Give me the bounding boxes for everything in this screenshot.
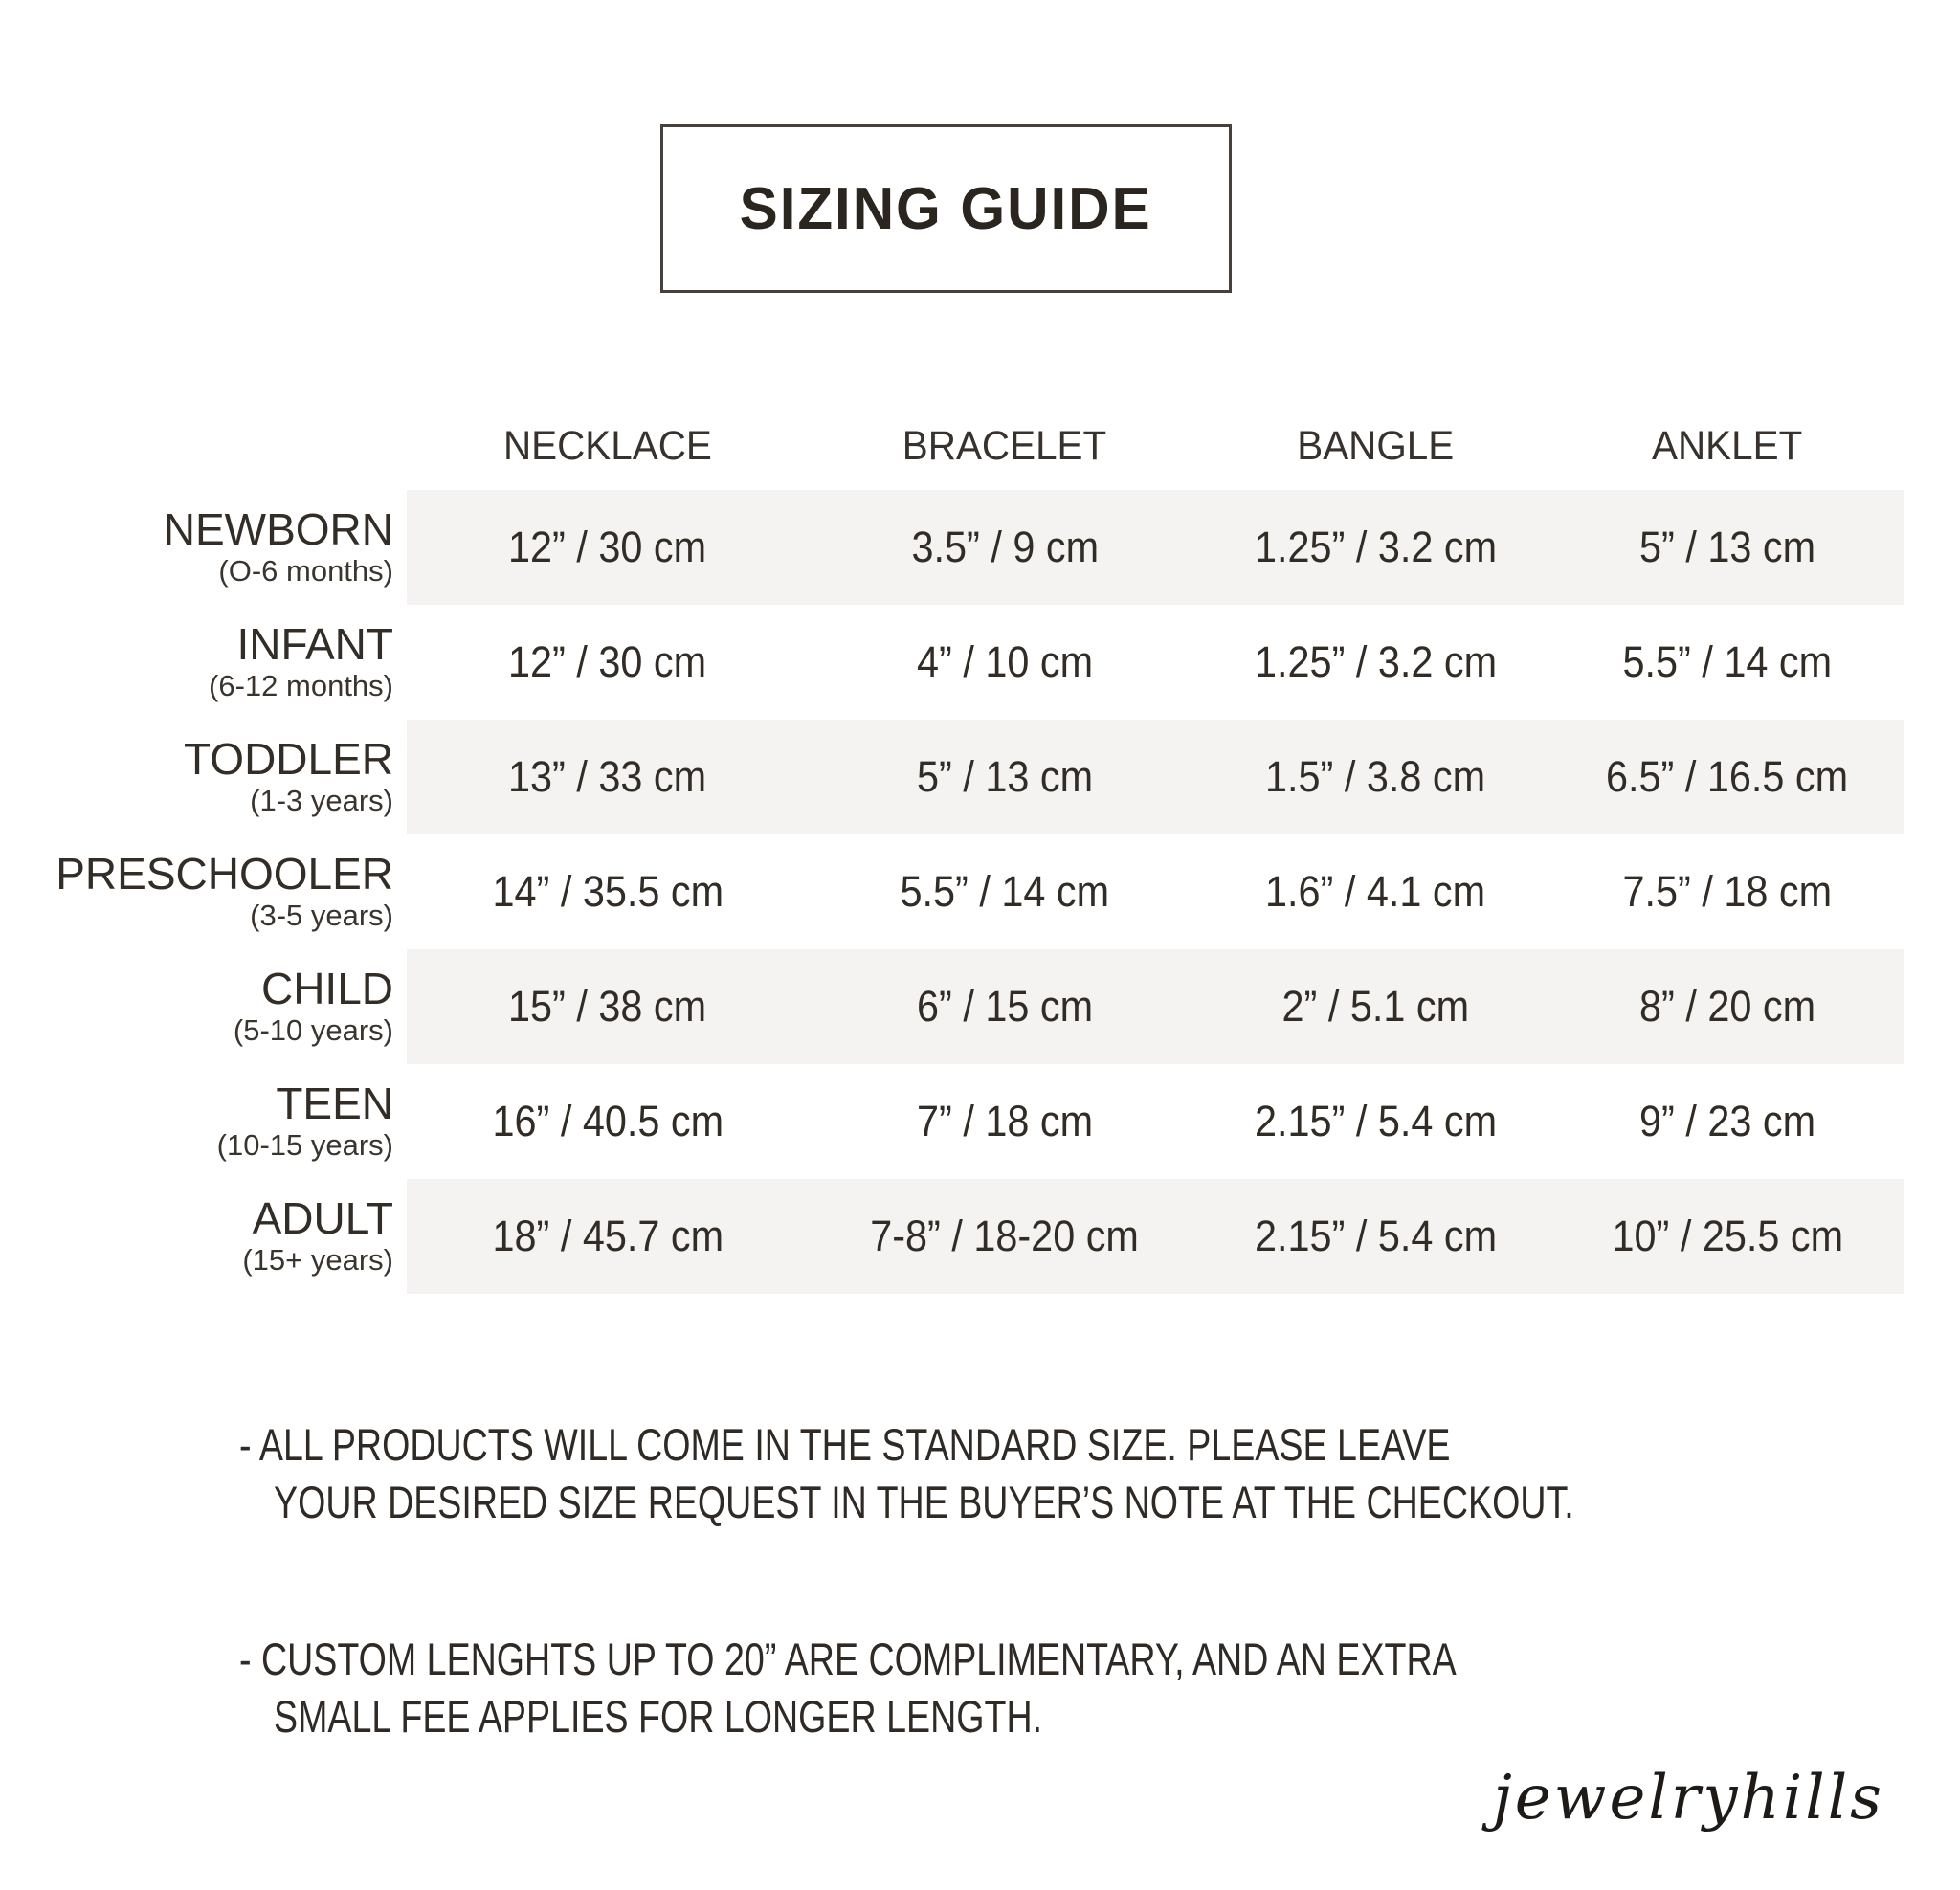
row-sublabel: (5-10 years) (233, 1013, 393, 1048)
cell-anklet (1550, 1179, 1904, 1294)
cell-value: 3.5” / 9 cm (911, 523, 1099, 571)
cell-value: 16” / 40.5 cm (492, 1097, 724, 1145)
row-label: PRESCHOOLER (56, 849, 393, 900)
cell-value: 6” / 15 cm (916, 982, 1094, 1031)
table-row-newborn (0, 490, 1904, 605)
cell-value: 2” / 5.1 cm (1281, 982, 1470, 1031)
row-header (0, 1179, 407, 1294)
table-row-infant (0, 605, 1904, 720)
cell-value: 1.25” / 3.2 cm (1254, 637, 1498, 686)
cell-anklet (1550, 834, 1904, 949)
cell-value: 5” / 13 cm (916, 752, 1094, 801)
cell-value: 12” / 30 cm (508, 637, 707, 686)
cell-value: 9” / 23 cm (1638, 1097, 1816, 1145)
table-row-preschooler (0, 834, 1904, 949)
cell-necklace (407, 1179, 809, 1294)
row-label: INFANT (236, 619, 393, 670)
row-values (407, 490, 1904, 605)
cell-value: 5.5” / 14 cm (900, 867, 1110, 916)
row-sublabel: (6-12 months) (209, 669, 393, 703)
row-sublabel: (15+ years) (242, 1243, 393, 1278)
row-header (0, 1064, 407, 1179)
cell-bangle (1201, 720, 1550, 834)
cell-bangle (1201, 1064, 1550, 1179)
cell-bangle (1201, 1179, 1550, 1294)
cell-value: 12” / 30 cm (508, 523, 707, 571)
column-header-label: BANGLE (1297, 422, 1455, 469)
cell-bracelet (809, 490, 1201, 605)
row-values (407, 949, 1904, 1064)
cell-bangle (1201, 605, 1550, 720)
row-sublabel: (3-5 years) (250, 899, 393, 933)
cell-bracelet (809, 1064, 1201, 1179)
cell-bracelet (809, 720, 1201, 834)
column-header-bracelet (809, 423, 1201, 470)
cell-value: 1.6” / 4.1 cm (1265, 867, 1486, 916)
row-values (407, 1064, 1904, 1179)
page-title: SIZING GUIDE (740, 175, 1152, 242)
column-header-necklace (407, 423, 809, 470)
note-line: - CUSTOM LENGHTS UP TO 20” ARE COMPLIMENTARY, AND AN EXTRA (239, 1634, 1457, 1684)
cell-necklace (407, 949, 809, 1064)
cell-necklace (407, 720, 809, 834)
row-label: CHILD (260, 964, 393, 1014)
cell-anklet (1550, 605, 1904, 720)
cell-value: 7.5” / 18 cm (1622, 867, 1833, 916)
cell-necklace (407, 1064, 809, 1179)
cell-value: 5.5” / 14 cm (1622, 637, 1833, 686)
cell-value: 4” / 10 cm (916, 637, 1094, 686)
note-line: - ALL PRODUCTS WILL COME IN THE STANDARD SIZE. PLEASE LEAVE (239, 1419, 1451, 1470)
cell-necklace (407, 605, 809, 720)
cell-value: 15” / 38 cm (508, 982, 707, 1031)
cell-anklet (1550, 490, 1904, 605)
cell-necklace (407, 490, 809, 605)
table-row-adult (0, 1179, 1904, 1294)
row-label: TODDLER (184, 734, 393, 785)
cell-bracelet (809, 834, 1201, 949)
row-header (0, 834, 407, 949)
cell-anklet (1550, 720, 1904, 834)
cell-value: 14” / 35.5 cm (492, 867, 724, 916)
cell-value: 7-8” / 18-20 cm (870, 1212, 1140, 1260)
column-header-label: ANKLET (1652, 422, 1803, 469)
note-line: YOUR DESIRED SIZE REQUEST IN THE BUYER’S NOTE AT THE CHECKOUT. (274, 1477, 1574, 1527)
cell-bangle (1201, 834, 1550, 949)
row-label: ADULT (252, 1193, 393, 1244)
note-custom-length (239, 1631, 1899, 1745)
row-sublabel: (1-3 years) (250, 784, 393, 818)
row-header (0, 949, 407, 1064)
note-line: SMALL FEE APPLIES FOR LONGER LENGTH. (274, 1691, 1043, 1742)
cell-value: 1.25” / 3.2 cm (1254, 523, 1498, 571)
cell-bangle (1201, 490, 1550, 605)
row-label: NEWBORN (163, 504, 393, 555)
cell-bracelet (809, 605, 1201, 720)
title-box (660, 124, 1232, 293)
row-values (407, 834, 1904, 949)
row-values (407, 605, 1904, 720)
cell-bangle (1201, 949, 1550, 1064)
cell-value: 6.5” / 16.5 cm (1606, 752, 1849, 801)
table-row-child (0, 949, 1904, 1064)
cell-value: 18” / 45.7 cm (492, 1212, 724, 1260)
cell-value: 10” / 25.5 cm (1612, 1212, 1843, 1260)
column-header-bangle (1201, 423, 1550, 470)
column-header-label: BRACELET (902, 422, 1107, 469)
row-sublabel: (10-15 years) (216, 1128, 393, 1163)
cell-value: 13” / 33 cm (508, 752, 707, 801)
brand-signature: jewelryhills (1492, 1763, 1884, 1834)
cell-anklet (1550, 949, 1904, 1064)
note-standard-size (239, 1416, 1899, 1531)
row-header (0, 605, 407, 720)
cell-value: 8” / 20 cm (1638, 982, 1816, 1031)
row-header (0, 720, 407, 834)
table-row-toddler (0, 720, 1904, 834)
cell-value: 2.15” / 5.4 cm (1254, 1097, 1498, 1145)
row-label: TEEN (276, 1078, 393, 1129)
row-header (0, 490, 407, 605)
row-sublabel: (O-6 months) (218, 554, 393, 589)
row-values (407, 1179, 1904, 1294)
cell-necklace (407, 834, 809, 949)
table-row-teen (0, 1064, 1904, 1179)
cell-value: 7” / 18 cm (916, 1097, 1094, 1145)
cell-value: 5” / 13 cm (1638, 523, 1816, 571)
column-header-anklet (1550, 423, 1904, 470)
cell-value: 1.5” / 3.8 cm (1265, 752, 1486, 801)
cell-bracelet (809, 949, 1201, 1064)
table-header-row (0, 402, 1904, 490)
cell-bracelet (809, 1179, 1201, 1294)
row-values (407, 720, 1904, 834)
column-header-label: NECKLACE (503, 422, 712, 469)
cell-anklet (1550, 1064, 1904, 1179)
cell-value: 2.15” / 5.4 cm (1254, 1212, 1498, 1260)
size-table (0, 402, 1904, 1294)
